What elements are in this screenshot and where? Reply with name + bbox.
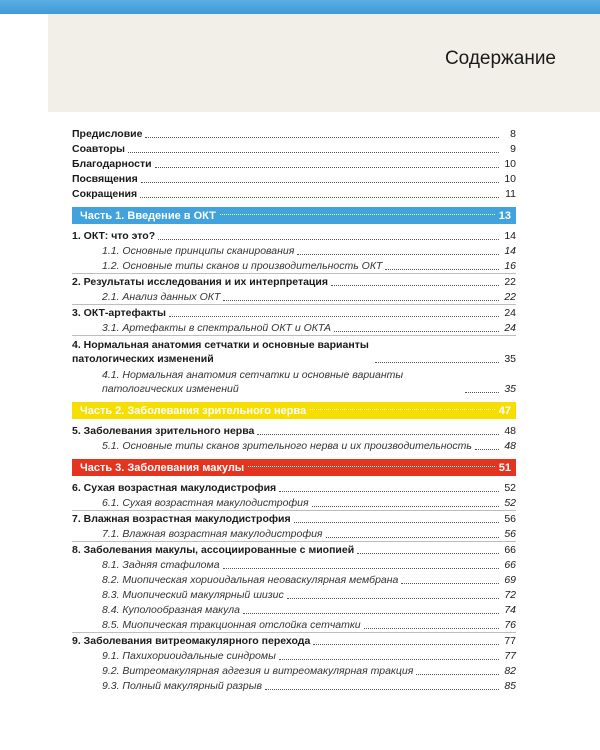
toc-section[interactable] [72,243,516,258]
toc-page-number: 8 [510,128,516,140]
page-title: Содержание [444,48,556,69]
toc-chapter[interactable] [72,632,516,648]
part-2-header[interactable] [72,402,516,419]
leader-dots [465,392,499,393]
leader-dots [297,254,499,255]
toc-page-number: 52 [504,482,516,494]
leader-dots [401,583,499,584]
toc-page-number: 66 [504,559,516,571]
leader-dots [265,689,499,690]
toc-entry-label: Благодарности [72,158,152,170]
toc-chapter[interactable] [72,480,516,495]
toc-section[interactable] [72,526,516,541]
toc-entry-label: Сокращения [72,188,138,200]
toc-section[interactable] [72,258,516,273]
toc-entry-label: 2.1. Анализ данных ОКТ [102,291,221,303]
leader-dots [223,300,499,301]
leader-dots [257,434,499,435]
toc-chapter[interactable] [72,335,516,366]
toc-page-number: 22 [504,276,516,288]
leader-dots [357,553,499,554]
toc-page-number: 24 [504,322,516,334]
toc-entry-preface[interactable] [72,126,516,141]
toc-page-number: 76 [504,619,516,631]
toc-section[interactable] [72,678,516,693]
toc-chapter[interactable] [72,273,516,289]
toc-entry-label: 8.5. Миопическая тракционная отслойка сетчатки [102,619,361,631]
toc-chapter[interactable] [72,423,516,438]
leader-dots [287,598,499,599]
toc-entry-dedications[interactable] [72,171,516,186]
toc-page-number: 82 [504,665,516,677]
leader-dots [140,197,499,198]
toc-entry-label: 7. Влажная возрастная макулодистрофия [72,513,291,525]
toc-entry-label: 3. ОКТ-артефакты [72,307,166,319]
part-1-header[interactable] [72,207,516,224]
leader-dots [220,214,495,215]
toc-section[interactable] [72,572,516,587]
toc-page-number: 48 [504,425,516,437]
toc-entry-label: 1.2. Основные типы сканов и производительность ОКТ [102,260,383,272]
toc-page-number: 11 [505,188,516,200]
table-of-contents [72,126,516,693]
toc-entry-acknowledgements[interactable] [72,156,516,171]
toc-entry-label: 5.1. Основные типы сканов зрительного нерва и их производительность [102,440,472,452]
toc-page-number: 66 [504,544,516,556]
toc-entry-label: 1. ОКТ: что это? [72,230,156,242]
toc-section[interactable] [72,366,516,396]
leader-dots [158,239,499,240]
toc-entry-abbreviations[interactable] [72,186,516,201]
toc-section[interactable] [72,602,516,617]
toc-chapter[interactable] [72,510,516,526]
toc-section[interactable] [72,438,516,453]
part-page-number: 47 [498,404,511,417]
part-page-number: 13 [498,209,511,222]
leader-dots [279,659,499,660]
toc-page-number: 52 [504,497,516,509]
toc-section[interactable] [72,557,516,572]
leader-dots [310,409,495,410]
toc-entry-label: 9.1. Пахихориоидальные синдромы [102,650,276,662]
toc-page-number: 35 [504,353,516,365]
leader-dots [128,152,499,153]
toc-entry-label: 6.1. Сухая возрастная макулодистрофия [102,497,309,509]
toc-page-number: 35 [504,383,516,395]
toc-page-number: 22 [504,291,516,303]
toc-page-number: 56 [504,513,516,525]
leader-dots [279,491,499,492]
leader-dots [145,137,499,138]
toc-section[interactable] [72,289,516,304]
toc-page-number: 77 [504,650,516,662]
toc-page-number: 72 [504,589,516,601]
toc-entry-label: 8.4. Куполообразная макула [102,604,241,616]
leader-dots [326,537,499,538]
toc-chapter[interactable] [72,541,516,557]
toc-section[interactable] [72,495,516,510]
toc-entry-label: 9.2. Витреомакулярная адгезия и витреомакулярная тракция [102,665,414,677]
toc-page-number: 14 [504,245,516,257]
toc-section[interactable] [72,617,516,632]
leader-dots [141,182,499,183]
top-color-bar [0,0,600,14]
toc-entry-label: 3.1. Артефакты в спектральной ОКТ и ОКТА [102,322,332,334]
toc-page-number: 9 [510,143,516,155]
leader-dots [416,674,499,675]
leader-dots [243,613,499,614]
toc-page-number: 16 [504,260,516,272]
leader-dots [223,568,499,569]
leader-dots [155,167,499,168]
toc-section[interactable] [72,663,516,678]
toc-page-number: 48 [504,440,516,452]
toc-entry-label: 8.3. Миопический макулярный шизис [102,589,284,601]
leader-dots [169,316,499,317]
toc-page-number: 10 [504,158,516,170]
toc-page-number: 14 [504,230,516,242]
leader-dots [385,269,499,270]
toc-section[interactable] [72,587,516,602]
toc-entry-label: 8.2. Миопическая хориоидальная неоваскулярная мембрана [102,574,399,586]
toc-entry-label: 1.1. Основные принципы сканирования [102,245,295,257]
toc-page-number: 74 [504,604,516,616]
toc-entry-label: 5. Заболевания зрительного нерва [72,425,255,437]
leader-dots [294,522,499,523]
toc-entry-label: Посвящения [72,173,138,185]
part-label: Часть 1. Введение в ОКТ [80,209,216,222]
leader-dots [312,506,499,507]
toc-page-number: 56 [504,528,516,540]
toc-entry-label: 9. Заболевания витреомакулярного перехода [72,635,311,647]
part-3-header[interactable] [72,459,516,476]
leader-dots [375,362,499,363]
toc-page-number: 69 [504,574,516,586]
toc-entry-label: 2. Результаты исследования и их интерпретация [72,276,328,288]
toc-entry-label: 4.1. Нормальная анатомия сетчатки и основные варианты патологических изменений [102,369,404,395]
leader-dots [364,628,499,629]
leader-dots [334,331,499,332]
toc-entry-label: Соавторы [72,143,125,155]
leader-dots [331,285,499,286]
toc-chapter[interactable] [72,304,516,320]
part-label: Часть 2. Заболевания зрительного нерва [80,404,307,417]
leader-dots [475,449,499,450]
toc-entry-label: 7.1. Влажная возрастная макулодистрофия [102,528,323,540]
toc-section[interactable] [72,320,516,335]
toc-section[interactable] [72,648,516,663]
part-page-number: 51 [498,461,511,474]
toc-page-number: 10 [504,173,516,185]
toc-chapter[interactable] [72,228,516,243]
toc-entry-label: 9.3. Полный макулярный разрыв [102,680,262,692]
toc-page-number: 24 [504,307,516,319]
toc-entry-label: 6. Сухая возрастная макулодистрофия [72,482,277,494]
toc-entry-coauthors[interactable] [72,141,516,156]
toc-page-number: 85 [504,680,516,692]
toc-entry-label: 8. Заболевания макулы, ассоциированные с миопией [72,544,355,556]
toc-entry-label: 8.1. Задняя стафилома [102,559,220,571]
toc-entry-label: 4. Нормальная анатомия сетчатки и основные варианты патологических изменений [72,339,369,365]
leader-dots [248,466,495,467]
leader-dots [313,644,499,645]
toc-page-number: 77 [504,635,516,647]
part-label: Часть 3. Заболевания макулы [80,461,245,474]
toc-entry-label: Предисловие [72,128,143,140]
